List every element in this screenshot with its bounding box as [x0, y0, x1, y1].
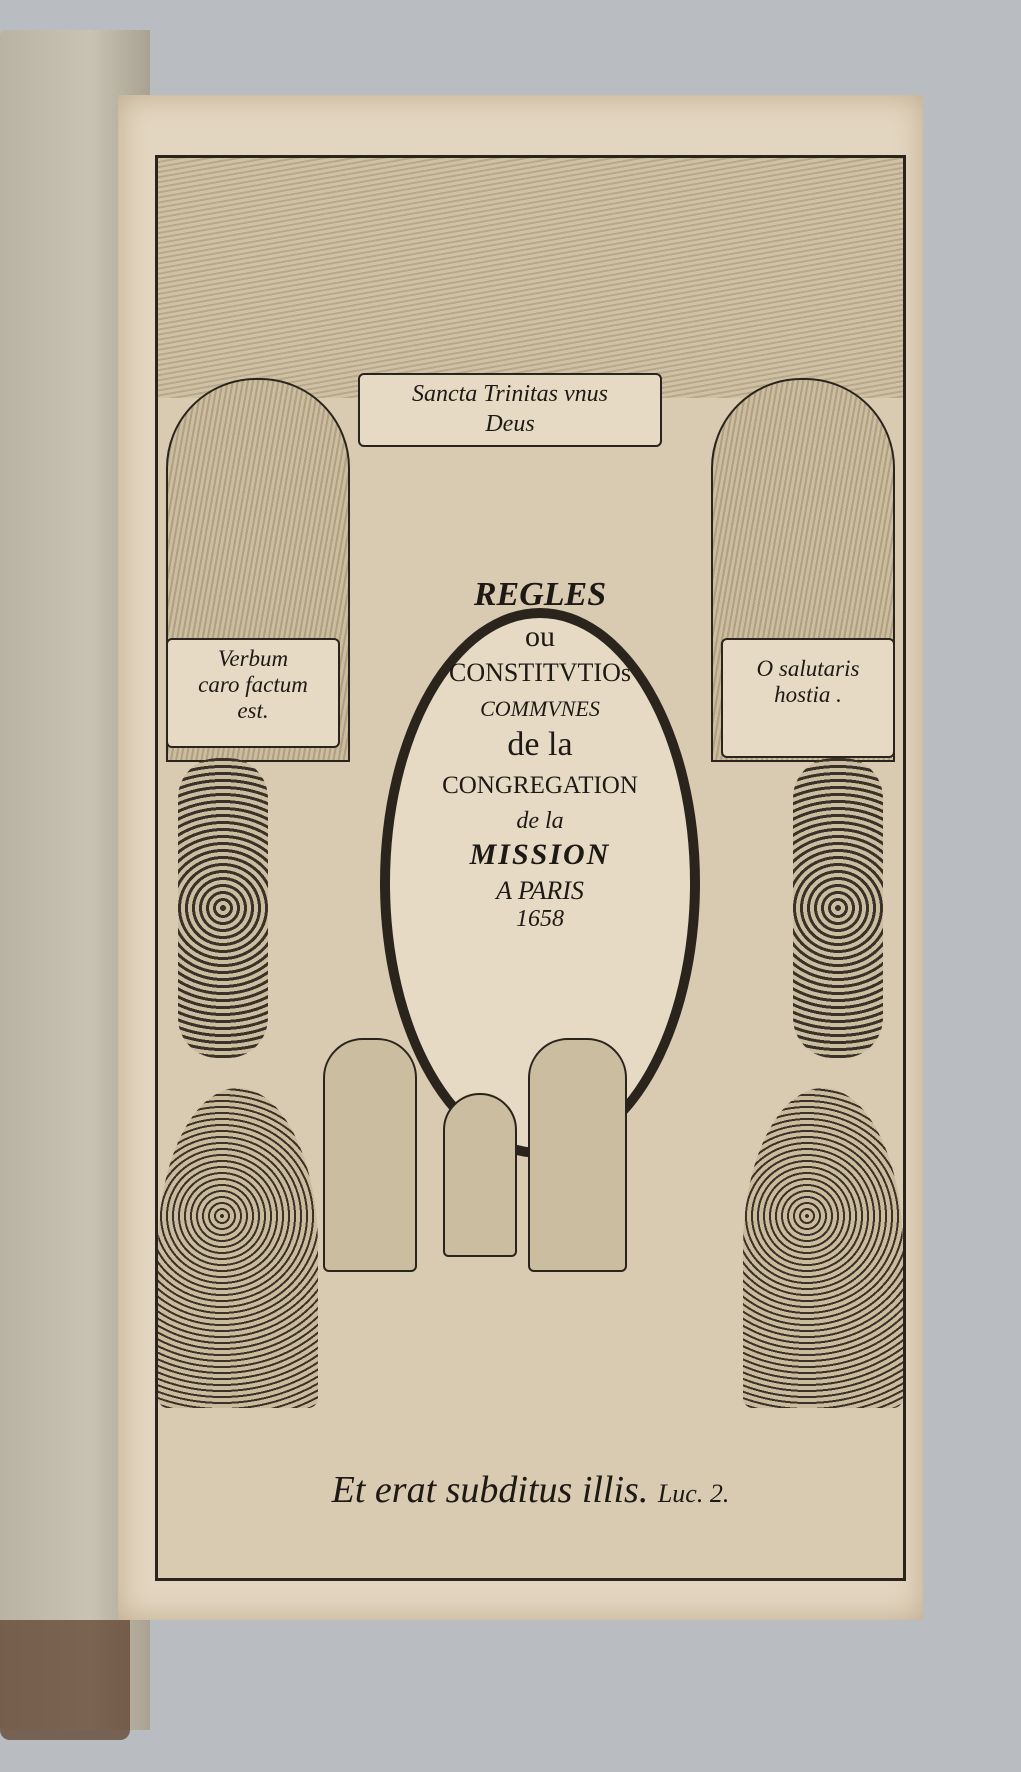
left-scroll-line1: Verbum	[217, 646, 289, 671]
title-line-constitutions: CONSTITVTIOs	[449, 658, 631, 687]
bottom-caption-text: Et erat subditus illis.	[331, 1469, 649, 1511]
holy-family-mary	[323, 1038, 417, 1272]
top-banner	[358, 373, 662, 447]
title-line-de-la-2: de la	[516, 808, 564, 834]
heavenly-scene	[158, 158, 903, 398]
title-line-mission: MISSION	[469, 838, 611, 871]
title-line-year: 1658	[516, 906, 564, 932]
top-banner-line2: Deus	[485, 411, 535, 437]
title-line-a-paris: A PARIS	[496, 876, 584, 905]
bottom-caption-reference: Luc. 2.	[657, 1479, 730, 1508]
title-line-congregation: CONGREGATION	[442, 772, 638, 799]
right-garland	[793, 758, 883, 1058]
left-trees	[158, 1088, 318, 1408]
right-trees	[743, 1088, 903, 1408]
bottom-caption	[158, 1468, 903, 1512]
top-banner-line1: Sancta Trinitas vnus	[411, 381, 609, 407]
left-scroll-line2: caro factum	[198, 672, 308, 697]
title-line-ou: ou	[525, 620, 555, 653]
cover-leather-edge	[0, 1620, 130, 1740]
title-line-communes: COMMVNES	[480, 696, 600, 721]
right-scroll	[721, 638, 895, 758]
holy-family-joseph	[528, 1038, 627, 1272]
right-scroll-line2: hostia .	[774, 682, 842, 707]
title-line-regles: REGLES	[473, 576, 607, 613]
engraving-plate	[155, 155, 906, 1581]
right-scroll-line1: O salutaris	[756, 656, 860, 681]
holy-family-child	[443, 1093, 517, 1257]
left-scroll-line3: est.	[237, 698, 269, 723]
title-line-de-la-1: de la	[507, 726, 573, 763]
left-scroll	[166, 638, 340, 748]
left-garland	[178, 758, 268, 1058]
